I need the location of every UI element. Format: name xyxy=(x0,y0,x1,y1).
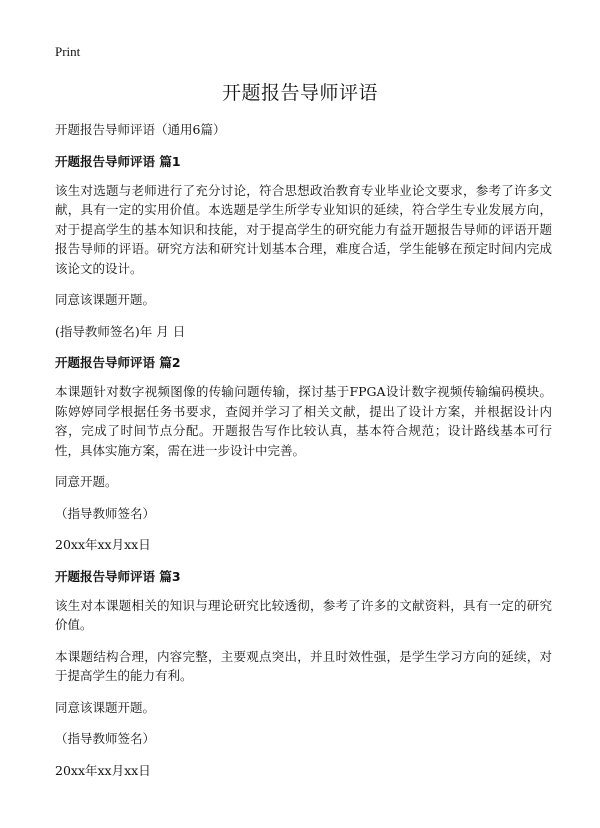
section-heading: 开题报告导师评语 篇2 xyxy=(55,355,181,370)
signature-line: (指导教师签名)年 月 日 xyxy=(55,323,186,339)
document-body xyxy=(55,120,552,792)
signature-line: （指导教师签名） xyxy=(55,731,156,746)
section-paragraph: 该生对本课题相关的知识与理论研究比较透彻，参考了许多的文献资料，具有一定的研究价值。 xyxy=(55,597,552,632)
document-subtitle: 开题报告导师评语（通用6篇） xyxy=(55,122,226,137)
section-heading: 开题报告导师评语 篇3 xyxy=(55,568,181,584)
section-paragraph: 本课题结构合理，内容完整，主要观点突出，并且时效性强，是学生学习方向的延续，对于提高学生的能力有利。 xyxy=(55,648,552,683)
signature-line: （指导教师签名） xyxy=(55,505,156,521)
section-paragraph: 本课题针对数字视频图像的传输问题传输，探讨基于FPGA设计数字视频传输编码模块。陈婷婷同学根据任务书要求，查阅并学习了相关文献，提出了设计方案，并根据设计内容，完成了时间节点分配。开题报告写作比较认真，基本符合规范；设计路线基本可行性，具体实施方案，需在进一步设计中完善。 xyxy=(55,384,552,458)
date-line: 20xx年xx月xx日 xyxy=(55,537,151,552)
approval-text: 同意该课题开题。 xyxy=(55,699,156,715)
section-heading: 开题报告导师评语 篇1 xyxy=(55,153,181,169)
section-1 xyxy=(55,152,552,342)
print-link[interactable]: Print xyxy=(55,44,81,59)
page-title: 开题报告导师评语 xyxy=(221,82,378,104)
approval-text: 同意该课题开题。 xyxy=(55,292,156,307)
section-2 xyxy=(55,353,552,555)
approval-text: 同意开题。 xyxy=(55,474,118,489)
section-3 xyxy=(55,567,552,781)
date-line: 20xx年xx月xx日 xyxy=(55,762,151,778)
section-paragraph: 该生对选题与老师进行了充分讨论，符合思想政治教育专业毕业论文要求，参考了许多文献，具有一定的实用价值。本选题是学生所学专业知识的延续，符合学生专业发展方向，对于提高学生的基本知识和技能，对于提高学生的研究能力有益开题报告导师的评语开题报告导师的评语。研究方法和研究计划基本合理，难度合适，学生能够在预定时间内完成该论文的设计。 xyxy=(55,182,552,276)
